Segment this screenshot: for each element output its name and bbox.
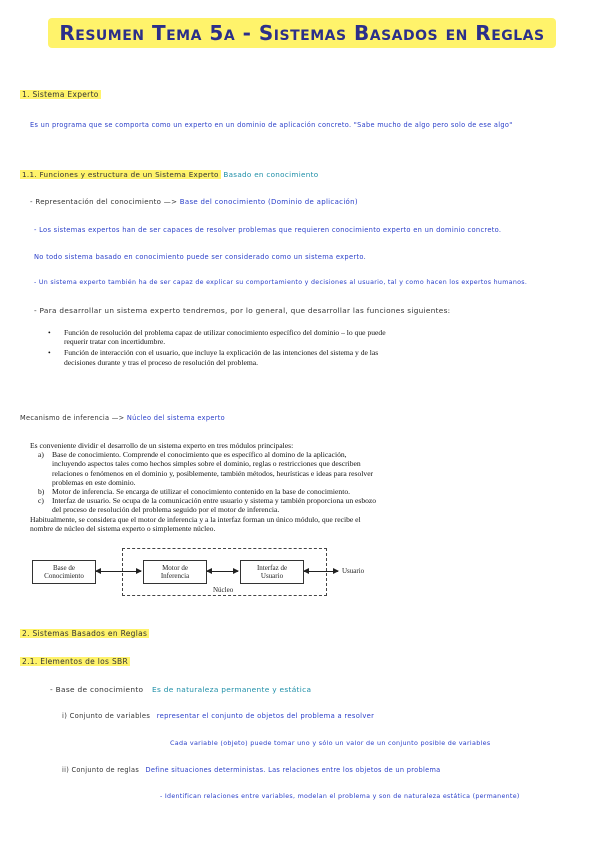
variables-label: i) Conjunto de variables bbox=[62, 712, 151, 720]
core-label: Núcleo bbox=[213, 586, 234, 594]
module-text: Interfaz de usuario. Se ocupa de la comunicación entre usuario y sistema y también proporciona un esbozo del proceso de resolución del problema seguido por el motor de inferencia. bbox=[52, 496, 377, 515]
bullet-icon: • bbox=[48, 348, 51, 358]
module-item bbox=[30, 496, 378, 514]
module-mark: c) bbox=[38, 496, 44, 506]
user-label: Usuario bbox=[342, 567, 365, 575]
bullet-icon: • bbox=[48, 328, 51, 337]
knowledge-base-line bbox=[50, 685, 311, 694]
arrow-engine-interface bbox=[207, 571, 238, 572]
inference-value: Núcleo del sistema experto bbox=[126, 414, 225, 422]
user-interface-box: Interfaz de Usuario bbox=[240, 560, 304, 584]
list-item bbox=[48, 328, 396, 346]
knowledge-base-label: - Base de conocimiento bbox=[50, 685, 144, 694]
arrow-kb-engine bbox=[96, 571, 141, 572]
modules-closing: Habitualmente, se considera que el motor de inferencia y a la interfaz forman un único módulo, que recibe el nombre de núcleo del sistema experto o simplemente núcleo. bbox=[30, 514, 361, 533]
section-11-heading-note: Basado en conocimiento bbox=[223, 170, 319, 179]
variables-line bbox=[62, 712, 374, 720]
function-interaction: Función de interacción con el usuario, que incluye la explicación de las intenciones del sistema y de las decisiones durante y tras el proceso de resolución del problema. bbox=[64, 348, 379, 367]
inference-line bbox=[20, 414, 225, 422]
modules-intro: Es conveniente dividir el desarrollo de un sistema experto en tres módulos principales: bbox=[30, 441, 294, 450]
variables-note: Cada variable (objeto) puede tomar uno y sólo un valor de un conjunto posible de variables bbox=[170, 739, 491, 747]
representation-arrow: —> bbox=[163, 198, 178, 206]
representation-value: Base del conocimiento (Dominio de aplicación) bbox=[179, 198, 358, 206]
knowledge-base-note: Es de naturaleza permanente y estática bbox=[152, 685, 312, 694]
list-item bbox=[48, 348, 396, 366]
representation-line bbox=[30, 198, 358, 206]
inference-label: Mecanismo de inferencia bbox=[20, 414, 110, 422]
page-title: Resumen Tema 5a - Sistemas Basados en Reglas bbox=[48, 18, 556, 48]
modules-text bbox=[30, 441, 378, 533]
functions-list bbox=[48, 328, 396, 367]
arrow-interface-user bbox=[304, 571, 338, 572]
section-11-heading-text: 1.1. Funciones y estructura de un Sistema Experto bbox=[22, 170, 219, 179]
module-item bbox=[30, 450, 378, 487]
module-item bbox=[30, 487, 378, 496]
representation-label: - Representación del conocimiento bbox=[30, 198, 162, 206]
section-1-definition: Es un programa que se comporta como un experto en un dominio de aplicación concreto. "Sabe mucho de algo pero solo de ese algo" bbox=[30, 121, 513, 129]
section-1-heading-text: 1. Sistema Experto bbox=[22, 90, 99, 99]
inference-engine-box: Motor de Inferencia bbox=[143, 560, 207, 584]
section-11-heading bbox=[20, 170, 318, 179]
section-21-heading bbox=[20, 657, 130, 666]
module-text: Base de conocimiento. Comprende el conocimiento que es específico al domino de la aplicación, incluyendo aspectos tales como hechos simples sobre el dominio, reglas o restricciones que describen relaciones o fenómenos en el dominio y, posiblemente, también métodos, heurísticas e ideas para resolver problemas en este dominio. bbox=[52, 450, 374, 487]
variables-value: representar el conjunto de objetos del problema a resolver bbox=[156, 712, 375, 720]
rules-line bbox=[62, 766, 441, 774]
section-2-heading bbox=[20, 629, 149, 638]
section-21-heading-text: 2.1. Elementos de los SBR bbox=[22, 657, 128, 666]
knowledge-base-box: Base de Conocimiento bbox=[32, 560, 96, 584]
paragraph-2: No todo sistema basado en conocimiento puede ser considerado como un sistema experto. bbox=[34, 253, 367, 261]
rules-note: - Identifican relaciones entre variables, modelan el problema y son de naturaleza estática (permanente) bbox=[160, 793, 520, 800]
function-resolution: Función de resolución del problema capaz de utilizar conocimiento específico del dominio – lo que puede requerir tratar con incertidumbre. bbox=[64, 328, 386, 347]
section-2-heading-text: 2. Sistemas Basados en Reglas bbox=[22, 629, 148, 638]
paragraph-4: - Para desarrollar un sistema experto tendremos, por lo general, que desarrollar las funciones siguientes: bbox=[34, 306, 451, 315]
rules-value: Define situaciones deterministas. Las relaciones entre los objetos de un problema bbox=[145, 766, 441, 774]
rules-label: ii) Conjunto de reglas bbox=[62, 766, 140, 774]
section-1-heading bbox=[20, 90, 101, 99]
paragraph-1: - Los sistemas expertos han de ser capaces de resolver problemas que requieren conocimiento experto en un dominio concreto. bbox=[34, 226, 502, 234]
module-text: Motor de inferencia. Se encarga de utilizar el conocimiento contenido en la base de conocimiento. bbox=[52, 487, 351, 497]
module-mark: a) bbox=[38, 450, 44, 460]
inference-arrow: —> bbox=[111, 414, 125, 422]
paragraph-3: - Un sistema experto también ha de ser capaz de explicar su comportamiento y decisiones al usuario, tal y como hacen los expertos humanos. bbox=[34, 279, 528, 286]
module-mark: b) bbox=[38, 487, 45, 497]
expert-system-diagram bbox=[30, 548, 380, 600]
